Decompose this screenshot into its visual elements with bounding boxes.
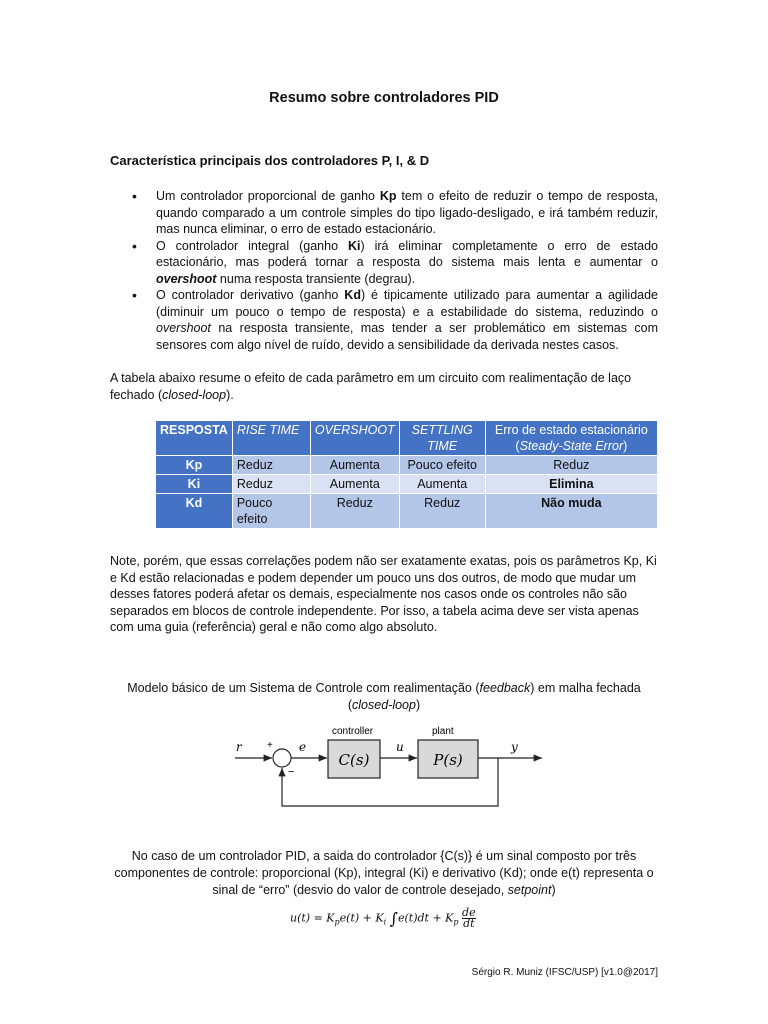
table-cell: Reduz (310, 494, 399, 529)
plant-label: plant (432, 726, 454, 737)
section-heading: Característica principais dos controladores P, I, & D (110, 153, 430, 168)
list-item: • Um controlador proporcional de ganho Kp tem o efeito de reduzir o tempo de resposta, quando comparado a um controle simples do tipo ligado-desligado, e irá também reduzir, mas nunca eliminar, o erro de estado estacionário. (132, 188, 658, 238)
header-overshoot: OVERSHOOT (310, 421, 399, 456)
note-paragraph: Note, porém, que essas correlações podem não ser exatamente exatas, pois os parâmetros Kp, Ki e Kd estão relacionadas e podem depender um pouco uns dos outros, de modo que mudar um desses fatores poderá afetar os demais, especialmente nos casos onde os controles não são separados em blocos de controle independente. Por isso, a tabela acima deve ser vista apenas com uma guia (referência) geral e não como algo absoluto. (110, 554, 657, 634)
table-cell: Reduz (399, 494, 485, 529)
row-head-kp: Kp (156, 456, 233, 475)
table-cell: Reduz (232, 456, 310, 475)
header-rise-time: RISE TIME (232, 421, 310, 456)
table-cell: Aumenta (310, 475, 399, 494)
table-cell: Pouco efeito (399, 456, 485, 475)
bullet-list (132, 188, 658, 353)
table-cell: Aumenta (399, 475, 485, 494)
table-row (156, 456, 658, 475)
header-resposta: RESPOSTA (156, 421, 233, 456)
pid-effects-table (155, 420, 658, 529)
page-title: Resumo sobre controladores PID (269, 90, 499, 106)
table-cell: Aumenta (310, 456, 399, 475)
row-head-kd: Kd (156, 494, 233, 529)
table-cell: Não muda (485, 494, 657, 529)
signal-r-label: r (236, 740, 242, 754)
signal-y-label: y (511, 740, 518, 754)
signal-e-label: e (299, 740, 307, 754)
table-cell: Reduz (485, 456, 657, 475)
table-intro-paragraph: A tabela abaixo resume o efeito de cada parâmetro em um circuito com realimentação de laço fechado (closed-loop). (110, 371, 632, 402)
minus-sign: − (288, 766, 295, 778)
pid-formula: $u(t) = K_pe(t) + K_i$ $\int e(t)dt + K_p$ $\frac{de}{dt}$ (290, 906, 476, 930)
controller-label: controller (332, 726, 374, 737)
list-item: • O controlador derivativo (ganho Kd) é tipicamente utilizado para aumentar a agilidade (diminuir um pouco o tempo de resposta) e a estabilidade do sistema, reduzindo o overshoot na resposta transiente, mas tender a ser problemático em sistemas com sensores com algo nível de ruído, devido a sensibilidade da derivada nestes casos. (132, 287, 658, 353)
signal-u-label: u (396, 740, 404, 754)
plant-transfer-function: P(s) (433, 751, 463, 769)
table-header-row (156, 421, 658, 456)
header-steady-state-error: Erro de estado estacionário (Steady-State Error) (485, 421, 657, 456)
diagram-caption: Modelo básico de um Sistema de Controle com realimentação (feedback) em malha fechada (closed-loop) (127, 681, 641, 712)
table-row (156, 494, 658, 529)
pid-caption: No caso de um controlador PID, a saida do controlador {C(s)} é um sinal composto por três componentes de controle: proporcional (Kp), integral (Ki) e derivativo (Kd); onde e(t) representa o sinal de “erro” (desvio do valor de controle desejado, setpoint) (114, 849, 654, 897)
row-head-ki: Ki (156, 475, 233, 494)
header-settling-time: SETTLING TIME (399, 421, 485, 456)
table-row (156, 475, 658, 494)
table-cell: Elimina (485, 475, 657, 494)
table-cell: Reduz (232, 475, 310, 494)
feedback-block-diagram (230, 720, 550, 815)
controller-transfer-function: C(s) (338, 751, 370, 769)
footer-credit: Sérgio R. Muniz (IFSC/USP) [v1.0@2017] (471, 967, 658, 978)
summing-junction (273, 749, 291, 767)
table-cell: Pouco efeito (232, 494, 310, 529)
list-item: • O controlador integral (ganho Ki) irá eliminar completamente o erro de estado estacionário, mas poderá tornar a resposta do sistema mais lenta e aumentar o overshoot numa resposta transiente (degrau). (132, 238, 658, 288)
plus-sign: + (267, 740, 273, 751)
